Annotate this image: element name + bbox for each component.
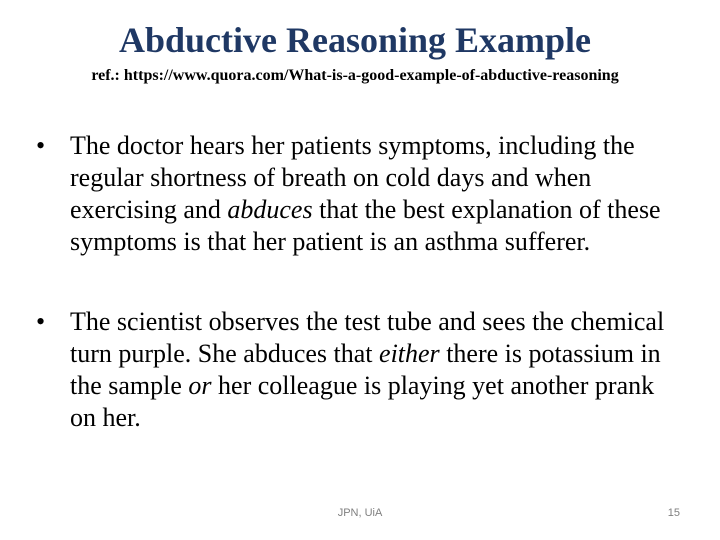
bullet-text-part: The doctor hears her patients symptoms, including the regular shortness of breath on cold days and when exercising and	[70, 131, 635, 224]
footer-author: JPN, UiA	[337, 507, 383, 519]
bullet-item-doctor	[36, 130, 686, 258]
bullet-text-part: there is potassium in the sample	[70, 339, 661, 400]
bullet-text-emphasis: abduces	[227, 195, 313, 224]
bullet-text-part: her colleague is playing yet another prank on her.	[70, 371, 655, 432]
bullet-icon: •	[36, 307, 46, 336]
bullet-text-part: that the best explanation of these symptoms is that her patient is an asthma sufferer.	[70, 195, 661, 256]
page-number: 15	[667, 507, 680, 519]
bullet-text-part: The scientist observes the test tube and sees the chemical turn purple. She abduces that	[70, 307, 665, 368]
bullet-icon: •	[36, 131, 46, 160]
bullet-text-emphasis: either	[379, 339, 440, 368]
bullet-item-scientist	[36, 306, 686, 434]
slide-title: Abductive Reasoning Example	[118, 20, 592, 60]
bullet-text-emphasis: or	[188, 371, 212, 400]
reference-line: ref.: https://www.quora.com/What-is-a-good-example-of-abductive-reasoning	[91, 67, 619, 84]
bullet-list	[36, 130, 686, 434]
